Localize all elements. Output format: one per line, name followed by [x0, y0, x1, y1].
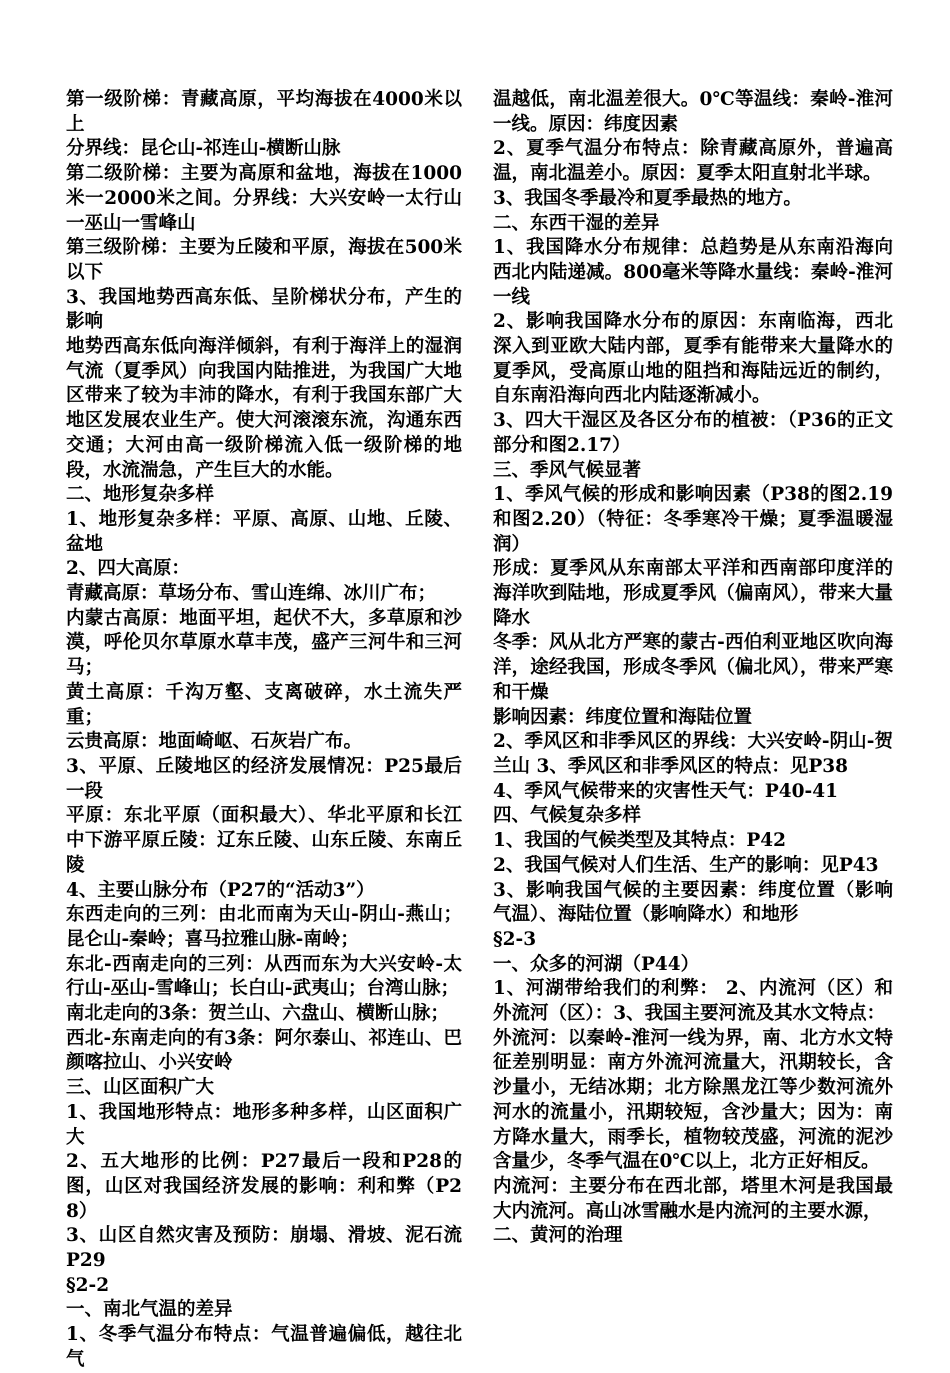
paragraph: 3、我国地势西高东低、呈阶梯状分布，产生的影响: [66, 286, 462, 333]
paragraph: 青藏高原：草场分布、雪山连绵、冰川广布；: [66, 583, 437, 605]
paragraph: 内流河：主要分布在西北部，塔里木河是我国最大内流河。高山冰雪融水是内流河的主要水源，: [493, 1175, 893, 1222]
paragraph: 二、黄河的治理: [493, 1225, 623, 1247]
paragraph: 平原：东北平原（面积最大）、华北平原和长江中下游平原丘陵：辽东丘陵、山东丘陵、东南丘陵: [66, 805, 462, 876]
paragraph: 3、平原、丘陵地区的经济发展情况：P25最后一段: [66, 755, 462, 802]
paragraph: 1、我国降水分布规律：总趋势是从东南沿海向西北内陆递减。800毫米等降水量线：秦岭-淮河一线: [493, 237, 893, 308]
paragraph: 1、我国的气候类型及其特点：P42: [493, 830, 787, 852]
paragraph: 外流河：以秦岭-淮河一线为界，南、北方水文特征差别明显：南方外流河流量大，汛期较长，含沙量小，无结冰期；北方除黑龙江等少数河流外河水的流量小，汛期较短，含沙量大；因为：南方降水量大，雨季长，植物较茂盛，河流的泥沙含量少，冬季气温在0℃以上，北方正好相反。: [493, 1027, 893, 1173]
paragraph: 影响因素：纬度位置和海陆位置: [493, 706, 753, 728]
paragraph: 2、五大地形的比例：P27最后一段和P28的图，山区对我国经济发展的影响：利和弊（P28）: [66, 1151, 462, 1222]
paragraph: 地势西高东低向海洋倾斜，有利于海洋上的湿润气流（夏季风）向我国内陆推进，为我国广大地区带来了较为丰沛的降水，有利于我国东部广大地区发展农业生产。使大河滚滚东流，沟通东西交通；大河由高一级阶梯流入低一级阶梯的地段，水流湍急，产生巨大的水能。: [66, 336, 462, 481]
paragraph: 2、四大高原：: [66, 558, 190, 580]
paragraph: 形成：夏季风从东南部太平洋和西南部印度洋的海洋吹到陆地，形成夏季风（偏南风），带来大量降水: [493, 558, 893, 629]
paragraph: 三、山区面积广大: [66, 1077, 215, 1099]
paragraph: 第一级阶梯：青藏高原，平均海拔在4000米以上: [66, 89, 462, 135]
paragraph: 3、四大干湿区及各区分布的植被：（P36的正文部分和图2.17）: [493, 410, 893, 456]
paragraph: 温越低，南北温差很大。0℃等温线：秦岭-淮河一线。原因：纬度因素: [493, 89, 893, 135]
paragraph: 一、南北气温的差异: [66, 1299, 233, 1321]
paragraph: 内蒙古高原：地面平坦，起伏不大，多草原和沙漠，呼伦贝尔草原水草丰茂，盛产三河牛和三河马；: [66, 607, 462, 679]
paragraph: 东西走向的三列：由北而南为天山-阴山-燕山；昆仑山-秦岭；喜马拉雅山脉-南岭；: [66, 904, 462, 950]
paragraph: 2、我国气候对人们生活、生产的影响：见P43: [493, 854, 879, 876]
paragraph: 2、夏季气温分布特点：除青藏高原外，普遍高温，南北温差小。原因：夏季太阳直射北半球。: [493, 138, 893, 185]
paragraph: 第二级阶梯：主要为高原和盆地，海拔在1000米一2000米之间。分界线：大兴安岭一太行山一巫山一雪峰山: [66, 163, 462, 234]
paragraph: 南北走向的3条：贺兰山、六盘山、横断山脉；: [66, 1003, 449, 1025]
paragraph: 2、季风区和非季风区的界线：大兴安岭-阴山-贺兰山 3、季风区和非季风区的特点：见P38: [493, 731, 893, 777]
left-column: [66, 88, 462, 1373]
paragraph: 分界线：昆仑山-祁连山-横断山脉: [66, 138, 341, 160]
right-column: [493, 88, 893, 1249]
paragraph: 西北-东南走向的有3条：阿尔泰山、祁连山、巴颜喀拉山、小兴安岭: [66, 1027, 462, 1074]
paragraph: 4、主要山脉分布（P27的“活动3”）: [66, 879, 375, 901]
paragraph: §2-2: [66, 1274, 110, 1296]
paragraph: §2-3: [493, 928, 537, 950]
paragraph: 一、众多的河湖（P44）: [493, 953, 700, 975]
paragraph: 2、影响我国降水分布的原因：东南临海，西北深入到亚欧大陆内部，夏季有能带来大量降水的夏季风，受高原山地的阻挡和海陆远近的制约，自东南沿海向西北内陆逐渐减小。: [493, 311, 893, 407]
paragraph: 3、影响我国气候的主要因素：纬度位置（影响气温）、海陆位置（影响降水）和地形: [493, 879, 893, 926]
paragraph: 1、河湖带给我们的利弊： 2、内流河（区）和外流河（区）：3、我国主要河流及其水文特点：: [493, 978, 893, 1025]
paragraph: 三、季风气候显著: [493, 459, 642, 481]
paragraph: 1、地形复杂多样：平原、高原、山地、丘陵、盆地: [66, 508, 462, 555]
paragraph: 云贵高原：地面崎岖、石灰岩广布。: [66, 731, 363, 753]
paragraph: 第三级阶梯：主要为丘陵和平原，海拔在500米以下: [66, 237, 462, 283]
paragraph: 二、地形复杂多样: [66, 484, 215, 506]
paragraph: 1、我国地形特点：地形多种多样，山区面积广大: [66, 1101, 462, 1148]
paragraph: 1、季风气候的形成和影响因素（P38的图2.19和图2.20）（特征：冬季寒冷干燥；夏季温暖湿润）: [493, 484, 893, 555]
paragraph: 东北-西南走向的三列：从西而东为大兴安岭-太行山-巫山-雪峰山；长白山-武夷山；台湾山脉；: [66, 953, 462, 1000]
paragraph: 黄土高原：千沟万壑、支离破碎，水土流失严重；: [66, 681, 462, 728]
paragraph: 冬季：风从北方严寒的蒙古-西伯利亚地区吹向海洋，途经我国，形成冬季风（偏北风），带来严寒和干燥: [493, 632, 893, 703]
paragraph: 3、我国冬季最冷和夏季最热的地方。: [493, 187, 802, 209]
paragraph: 二、东西干湿的差异: [493, 212, 660, 234]
paragraph: 1、冬季气温分布特点：气温普遍偏低，越往北气: [66, 1324, 462, 1370]
paragraph: 4、季风气候带来的灾害性天气：P40-41: [493, 780, 838, 802]
paragraph: 3、山区自然灾害及预防：崩塌、滑坡、泥石流 P29: [66, 1225, 462, 1272]
paragraph: 四、气候复杂多样: [493, 805, 642, 827]
